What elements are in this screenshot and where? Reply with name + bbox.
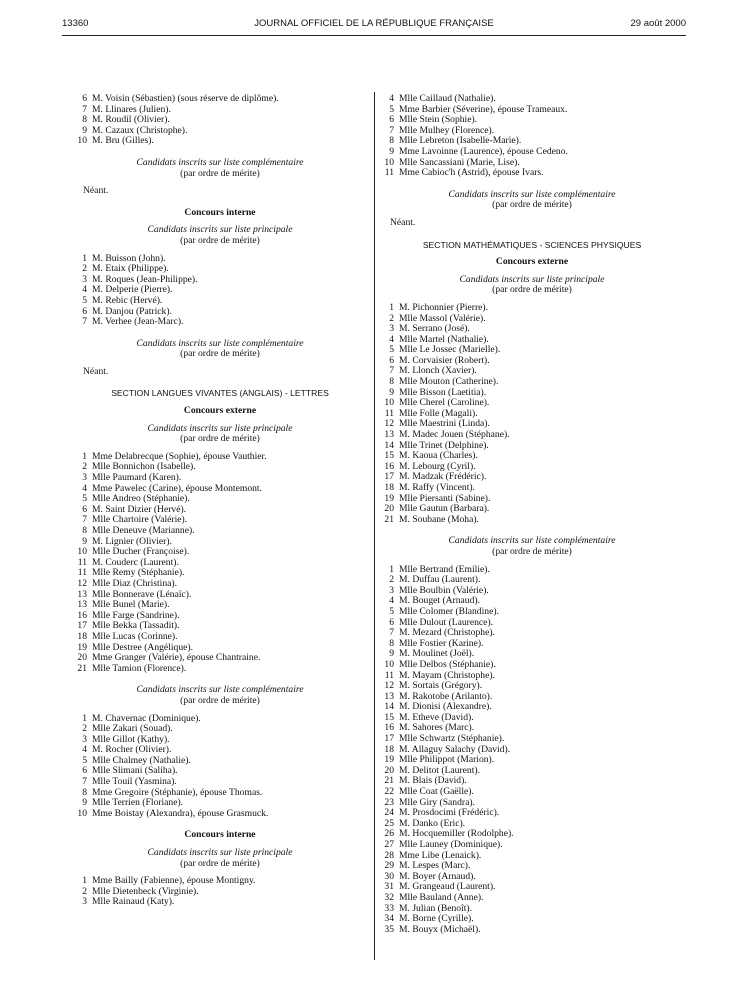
list-item: [382, 925, 682, 936]
candidate-name: M. Mezard (Christophe).: [399, 627, 495, 639]
page-number: 13360: [62, 18, 89, 29]
candidate-name: Mlle Stein (Sophie).: [399, 114, 478, 126]
rank-number: 5: [389, 103, 394, 115]
rank-number: 1: [82, 252, 87, 264]
rank-number: 17: [77, 620, 87, 632]
section-title: SECTION MATHÉMATIQUES - SCIENCES PHYSIQUES: [422, 239, 642, 250]
rank-number: 11: [384, 407, 394, 419]
candidate-name: Mme Gregoire (Stéphanie), épouse Thomas.: [92, 786, 263, 798]
candidate-name: M. Pichonnier (Pierre).: [399, 301, 488, 313]
rank-number: 29: [384, 860, 394, 872]
rank-number: 21: [384, 775, 394, 787]
candidate-name: Mlle Bunel (Marie).: [92, 599, 170, 611]
rank-number: 2: [82, 461, 87, 473]
rank-number: 20: [77, 652, 87, 664]
rank-number: 9: [82, 124, 87, 136]
candidate-name: Mlle Slimani (Saliha).: [92, 765, 178, 777]
candidate-name: Mlle Andreo (Stéphanie).: [92, 493, 190, 505]
rank-number: 14: [384, 439, 394, 451]
rank-number: 4: [82, 482, 87, 494]
rank-number: 7: [389, 627, 394, 639]
candidate-name: Mlle Bonnerave (Lénaïc).: [92, 588, 192, 600]
list-subheading: (par ordre de mérite): [180, 694, 260, 706]
candidate-name: M. Etaix (Philippe).: [92, 263, 169, 275]
candidate-name: M. Lespes (Marc).: [399, 860, 471, 872]
rank-number: 8: [82, 525, 87, 536]
rank-number: 14: [384, 701, 394, 713]
rank-number: 13: [77, 588, 87, 600]
candidate-name: Mlle Giry (Sandra).: [399, 796, 475, 808]
list-item: [382, 607, 682, 618]
rank-number: 6: [389, 616, 394, 628]
rank-number: 34: [384, 913, 394, 925]
rank-number: 19: [384, 492, 394, 504]
rank-number: 10: [384, 156, 394, 168]
candidate-name: Mme Barbier (Séverine), épouse Trameaux.: [399, 103, 568, 115]
list-item: [382, 147, 682, 158]
candidate-name: Mlle Philippot (Marion).: [399, 754, 495, 766]
rank-number: 7: [82, 103, 87, 115]
candidate-name: M. Moulinet (Joël).: [399, 648, 475, 660]
list-subheading: (par ordre de mérite): [180, 348, 260, 360]
rank-number: 18: [77, 630, 87, 642]
rank-number: 8: [389, 637, 394, 649]
candidate-name: M. Madec Jouen (Stéphane).: [399, 429, 510, 441]
candidate-name: Mlle Farge (Sandrine).: [92, 609, 180, 621]
rank-number: 9: [82, 535, 87, 547]
candidate-name: M. Borne (Cyrille).: [399, 913, 474, 925]
rank-number: 13: [384, 690, 394, 702]
candidate-name: Mlle Trinet (Delphine).: [399, 439, 489, 451]
candidate-name: Mlle Bisson (Laetitia).: [399, 386, 487, 398]
spacer: [75, 179, 365, 186]
list-heading: Candidats inscrits sur liste principale: [147, 422, 293, 434]
rank-number: 21: [384, 513, 394, 525]
candidate-name: Mlle Dietenbeck (Virginie).: [92, 885, 199, 897]
spacer: [382, 211, 682, 218]
rank-number: 1: [82, 450, 87, 462]
rank-number: 5: [389, 605, 394, 617]
rank-number: 7: [82, 316, 87, 328]
candidate-name: M. Dionisi (Alexandre).: [399, 701, 492, 713]
right-column: [382, 94, 682, 935]
rank-number: 4: [82, 284, 87, 296]
header-rule: [62, 35, 686, 36]
candidate-name: Mme Granger (Valérie), épouse Chantraine.: [92, 652, 261, 664]
rank-number: 2: [82, 263, 87, 275]
candidate-name: M. Kaoua (Charles).: [399, 450, 478, 462]
list-item: [382, 303, 682, 314]
rank-number: 18: [384, 482, 394, 493]
candidate-name: M. Serrano (José).: [399, 323, 470, 335]
list-item: [75, 136, 365, 147]
rank-number: 5: [82, 294, 87, 306]
rank-number: 27: [384, 839, 394, 850]
candidate-name: Mlle Caillaud (Nathalie).: [399, 93, 496, 104]
candidate-name: M. Sortais (Grégory).: [399, 680, 483, 692]
candidate-name: M. Roques (Jean-Philippe).: [92, 273, 198, 285]
candidate-name: Mlle Gautun (Barbara).: [399, 503, 490, 515]
column-divider: [374, 92, 375, 960]
candidate-name: M. Buisson (John).: [92, 252, 166, 264]
list-item: [75, 809, 365, 820]
rank-number: 17: [384, 733, 394, 745]
rank-number: 6: [82, 503, 87, 515]
candidate-name: M. Lebourg (Cyril).: [399, 460, 476, 472]
list-item: [382, 893, 682, 904]
candidate-name: Mlle Diaz (Christina).: [92, 577, 177, 589]
list-subheading: (par ordre de mérite): [180, 234, 260, 246]
candidate-name: M. Sahores (Marc).: [399, 722, 475, 734]
rank-number: 22: [384, 786, 394, 798]
rank-number: 4: [82, 744, 87, 756]
spacer: [75, 377, 365, 388]
list-heading: Candidats inscrits sur liste principale: [147, 847, 293, 859]
candidate-name: Mme Pawelec (Carine), épouse Montemont.: [92, 482, 262, 494]
candidate-name: M. Llinares (Julien).: [92, 103, 171, 115]
issue-date: 29 août 2000: [630, 18, 686, 29]
candidate-name: M. Delperie (Pierre).: [92, 284, 173, 296]
rank-number: 11: [384, 167, 394, 179]
candidate-name: M. Corvaisier (Robert).: [399, 354, 490, 366]
rank-number: 8: [82, 786, 87, 798]
contest-heading: Concours interne: [184, 206, 256, 218]
rank-number: 7: [82, 776, 87, 788]
rank-number: 5: [82, 754, 87, 766]
rank-number: 11: [77, 556, 87, 568]
candidate-name: M. Rebic (Hervé).: [92, 294, 163, 306]
candidate-name: M. Mayam (Christophe).: [399, 669, 495, 681]
rank-number: 6: [389, 114, 394, 126]
candidate-name: Mlle Deneuve (Marianne).: [92, 525, 195, 536]
candidate-name: M. Couderc (Laurent).: [92, 556, 179, 568]
candidate-name: Mme Cabioc'h (Astrid), épouse Ivars.: [399, 167, 544, 179]
list-heading: Candidats inscrits sur liste complémentaire: [448, 188, 616, 200]
list-item: [75, 296, 365, 307]
candidate-name: Mlle Sancassiani (Marie, Lise).: [399, 156, 520, 168]
candidate-name: M. Hocquemiller (Rodolphe).: [399, 828, 514, 840]
candidate-name: Mlle Folle (Magali).: [399, 407, 478, 419]
list-item: [75, 632, 365, 643]
candidate-name: Mlle Bonnichon (Isabelle).: [92, 461, 196, 473]
rank-number: 9: [389, 145, 394, 157]
list-subheading: (par ordre de mérite): [180, 857, 260, 869]
candidate-name: M. Cazaux (Christophe).: [92, 124, 188, 136]
list-heading: Candidats inscrits sur liste complémentaire: [448, 535, 616, 547]
rank-number: 20: [384, 764, 394, 776]
candidate-name: M. Voisin (Sébastien) (sous réserve de diplôme).: [92, 93, 279, 104]
rank-number: 9: [82, 797, 87, 809]
left-column: [75, 94, 365, 908]
candidate-name: Mlle Fostier (Karine).: [399, 637, 484, 649]
rank-number: 1: [82, 875, 87, 887]
rank-number: 6: [82, 93, 87, 104]
candidate-name: Mme Delabrecque (Sophie), épouse Vauthier.: [92, 450, 267, 462]
candidate-name: M. Chavernac (Dominique).: [92, 712, 201, 724]
candidate-name: M. Delitot (Laurent).: [399, 764, 480, 776]
spacer: [75, 360, 365, 367]
candidate-name: Mlle Chartoire (Valérie).: [92, 514, 188, 526]
candidate-name: M. Bouget (Arnaud).: [399, 595, 480, 607]
candidate-name: Mlle Mouton (Catherine).: [399, 376, 499, 388]
none-note: Néant.: [83, 185, 109, 197]
list-heading: Candidats inscrits sur liste complémentaire: [136, 156, 304, 168]
list-item: [382, 168, 682, 179]
list-item: [75, 317, 365, 328]
rank-number: 3: [82, 896, 87, 908]
rank-number: 4: [389, 333, 394, 345]
none-note: Néant.: [83, 365, 109, 377]
candidate-name: Mlle Bauland (Anne).: [399, 891, 484, 903]
rank-number: 25: [384, 817, 394, 829]
list-item: [382, 515, 682, 526]
candidate-name: Mlle Destree (Angélique).: [92, 641, 193, 653]
rank-number: 15: [384, 450, 394, 462]
rank-number: 8: [389, 376, 394, 388]
candidate-name: Mlle Bekka (Tassadit).: [92, 620, 180, 632]
rank-number: 9: [389, 386, 394, 398]
journal-title: JOURNAL OFFICIEL DE LA RÉPUBLIQUE FRANÇAISE: [254, 18, 494, 29]
rank-number: 4: [389, 595, 394, 607]
section-title: SECTION LANGUES VIVANTES (ANGLAIS) - LETTRES: [111, 388, 329, 399]
rank-number: 2: [389, 312, 394, 324]
candidate-name: M. Llonch (Xavier).: [399, 365, 477, 377]
rank-number: 10: [77, 807, 87, 819]
candidate-name: Mlle Touil (Yasmina).: [92, 776, 177, 788]
candidate-name: M. Julian (Benoît).: [399, 902, 473, 914]
rank-number: 1: [389, 563, 394, 575]
list-subheading: (par ordre de mérite): [492, 199, 572, 211]
rank-number: 26: [384, 828, 394, 840]
candidate-name: Mme Bailly (Fabienne), épouse Montigny.: [92, 875, 256, 887]
rank-number: 3: [389, 584, 394, 596]
rank-number: 7: [389, 124, 394, 136]
candidate-name: M. Blais (David).: [399, 775, 467, 787]
rank-number: 21: [77, 662, 87, 674]
rank-number: 15: [384, 711, 394, 723]
candidate-name: Mlle Colomer (Blandine).: [399, 605, 499, 617]
rank-number: 13: [77, 599, 87, 611]
candidate-name: M. Soubane (Moha).: [399, 513, 479, 525]
page-header: [62, 18, 686, 32]
rank-number: 12: [384, 418, 394, 430]
list-item: [75, 526, 365, 537]
candidate-name: Mlle Chalmey (Nathalie).: [92, 754, 191, 766]
list-heading: Candidats inscrits sur liste principale: [459, 273, 605, 285]
rank-number: 11: [77, 567, 87, 579]
none-note: Néant.: [390, 216, 416, 228]
rank-number: 2: [82, 885, 87, 897]
rank-number: 32: [384, 891, 394, 903]
list-heading: Candidats inscrits sur liste complémentaire: [136, 337, 304, 349]
candidate-name: M. Duffau (Laurent).: [399, 574, 481, 586]
candidate-name: Mlle Mulhey (Florence).: [399, 124, 495, 136]
candidate-name: M. Bru (Gilles).: [92, 135, 154, 147]
rank-number: 10: [384, 658, 394, 670]
rank-number: 20: [384, 503, 394, 515]
rank-number: 2: [389, 574, 394, 586]
rank-number: 6: [82, 765, 87, 777]
rank-number: 10: [384, 397, 394, 409]
rank-number: 10: [77, 135, 87, 147]
rank-number: 9: [389, 648, 394, 660]
rank-number: 7: [82, 514, 87, 526]
list-subheading: (par ordre de mérite): [492, 284, 572, 296]
candidate-name: M. Saint Dizier (Hervé).: [92, 503, 187, 515]
candidate-name: Mlle Terrien (Floriane).: [92, 797, 184, 809]
candidate-name: Mme Lavoinne (Laurence), épouse Cedeno.: [399, 145, 568, 157]
rank-number: 5: [82, 493, 87, 505]
list-item: [75, 897, 365, 908]
candidate-name: Mlle Remy (Stéphanie).: [92, 567, 185, 579]
list-subheading: (par ordre de mérite): [180, 167, 260, 179]
rank-number: 23: [384, 796, 394, 808]
candidate-name: M. Prosdocimi (Frédéric).: [399, 807, 500, 819]
rank-number: 1: [82, 712, 87, 724]
rank-number: 11: [384, 669, 394, 681]
candidate-name: Mlle Zakari (Souad).: [92, 723, 173, 735]
rank-number: 16: [77, 609, 87, 621]
rank-number: 6: [389, 354, 394, 366]
candidate-name: M. Madzak (Frédéric).: [399, 471, 487, 483]
rank-number: 12: [77, 577, 87, 589]
rank-number: 31: [384, 881, 394, 893]
candidate-name: Mlle Massol (Valérie).: [399, 312, 486, 324]
candidate-name: M. Bouyx (Michaël).: [399, 923, 481, 935]
rank-number: 13: [384, 429, 394, 441]
candidate-name: Mlle Maestrini (Linda).: [399, 418, 490, 430]
candidate-name: Mlle Rainaud (Katy).: [92, 896, 175, 908]
spacer: [382, 229, 682, 240]
rank-number: 19: [384, 754, 394, 766]
candidate-name: Mlle Boulbin (Valérie).: [399, 584, 489, 596]
rank-number: 2: [82, 723, 87, 735]
candidate-name: M. Raffy (Vincent).: [399, 482, 475, 493]
list-item: [75, 579, 365, 590]
rank-number: 16: [384, 460, 394, 472]
candidate-name: Mlle Le Jossec (Marielle).: [399, 344, 501, 356]
list-subheading: (par ordre de mérite): [492, 545, 572, 557]
rank-number: 16: [384, 722, 394, 734]
candidate-name: Mlle Martel (Nathalie).: [399, 333, 489, 345]
candidate-name: Mlle Schwartz (Stéphanie).: [399, 733, 505, 745]
rank-number: 17: [384, 471, 394, 483]
candidate-name: M. Danko (Eric).: [399, 817, 466, 829]
list-item: [382, 840, 682, 851]
rank-number: 18: [384, 743, 394, 755]
contest-heading: Concours externe: [183, 405, 257, 417]
contest-heading: Concours externe: [495, 256, 569, 268]
candidate-name: Mme Boistay (Alexandra), épouse Grasmuck.: [92, 807, 269, 819]
candidate-name: Mlle Paumard (Karen).: [92, 472, 182, 484]
rank-number: 3: [82, 273, 87, 285]
candidate-name: Mlle Bertrand (Emilie).: [399, 563, 490, 575]
rank-number: 30: [384, 870, 394, 882]
rank-number: 3: [82, 733, 87, 745]
rank-number: 10: [77, 546, 87, 558]
candidate-name: M. Grangeaud (Laurent).: [399, 881, 496, 893]
candidate-name: M. Lignier (Olivier).: [92, 535, 172, 547]
list-heading: Candidats inscrits sur liste complémentaire: [136, 684, 304, 696]
contest-heading: Concours interne: [184, 829, 256, 841]
list-heading: Candidats inscrits sur liste principale: [147, 224, 293, 236]
candidate-name: Mlle Coat (Gaëlle).: [399, 786, 474, 798]
candidate-name: Mlle Cherel (Caroline).: [399, 397, 490, 409]
candidate-name: Mlle Ducher (Françoise).: [92, 546, 190, 558]
list-item: [382, 94, 682, 105]
list-subheading: (par ordre de mérite): [180, 433, 260, 445]
rank-number: 8: [389, 135, 394, 147]
rank-number: 8: [82, 114, 87, 126]
rank-number: 24: [384, 807, 394, 819]
rank-number: 5: [389, 344, 394, 356]
candidate-name: Mlle Launey (Dominique).: [399, 839, 503, 850]
list-item: [382, 483, 682, 494]
rank-number: 7: [389, 365, 394, 377]
rank-number: 33: [384, 902, 394, 914]
rank-number: 35: [384, 923, 394, 935]
list-item: [75, 94, 365, 105]
rank-number: 28: [384, 849, 394, 861]
candidate-name: Mlle Tamion (Florence).: [92, 662, 187, 674]
rank-number: 3: [82, 472, 87, 484]
candidate-name: Mlle Piersanti (Sabine).: [399, 492, 491, 504]
candidate-name: Mme Libe (Lenaick).: [399, 849, 482, 861]
candidate-name: M. Allaguy Salachy (David).: [399, 743, 511, 755]
candidate-name: M. Rakotobe (Arilanto).: [399, 690, 493, 702]
rank-number: 1: [389, 301, 394, 313]
candidate-name: M. Boyer (Arnaud).: [399, 870, 476, 882]
candidate-name: Mlle Delbos (Stéphanie).: [399, 658, 496, 670]
candidate-name: M. Rocher (Olivier).: [92, 744, 172, 756]
candidate-name: M. Etheve (David).: [399, 711, 474, 723]
candidate-name: M. Danjou (Patrick).: [92, 305, 172, 317]
candidate-name: Mlle Gillot (Kathy).: [92, 733, 170, 745]
rank-number: 4: [389, 93, 394, 104]
rank-number: 19: [77, 641, 87, 653]
list-item: [382, 660, 682, 671]
candidate-name: M. Roudil (Olivier).: [92, 114, 170, 126]
candidate-name: Mlle Dulout (Laurence).: [399, 616, 494, 628]
rank-number: 12: [384, 680, 394, 692]
rank-number: 6: [82, 305, 87, 317]
rank-number: 3: [389, 323, 394, 335]
candidate-name: Mlle Lebreton (Isabelle-Marie).: [399, 135, 522, 147]
candidate-name: Mlle Lucas (Corinne).: [92, 630, 178, 642]
candidate-name: M. Verhee (Jean-Marc).: [92, 316, 184, 328]
list-item: [75, 664, 365, 675]
